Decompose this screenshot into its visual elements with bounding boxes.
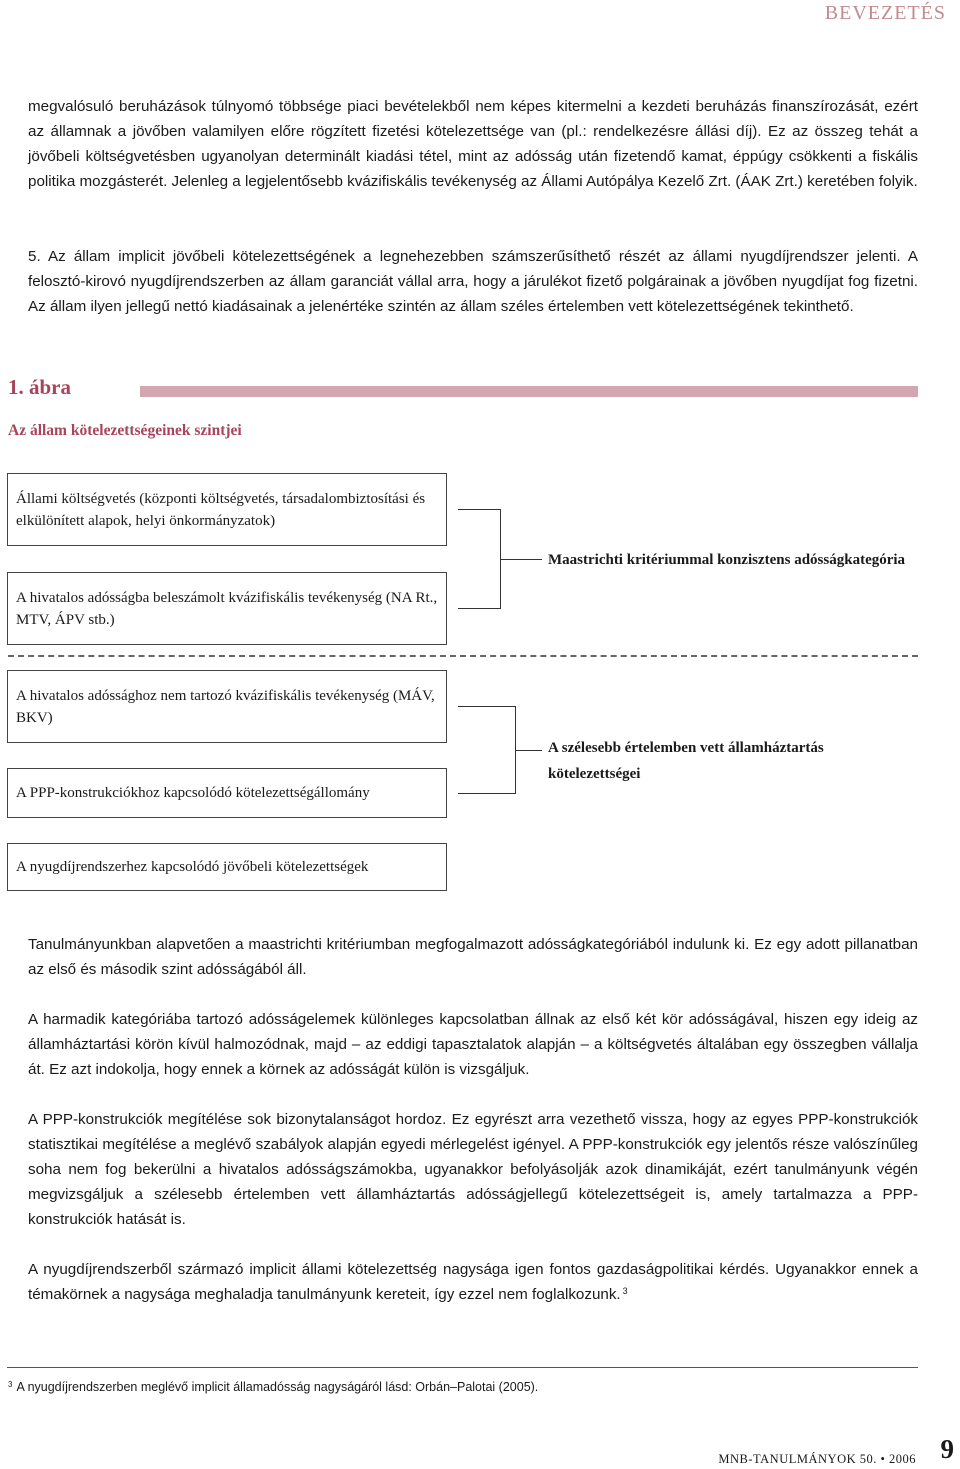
- footnote-number: 3: [8, 1380, 13, 1389]
- box-label: Állami költségvetés (központi költségvetés, társadalombiztosítási és elkülönített alapok, helyi önkormányzatok): [16, 490, 426, 529]
- paragraph: Tanulmányunkban alapvetően a maastrichti kritériumban megfogalmazott adósságkategóriából indulunk ki. Ez egy adott pillanatban az első és második szint adósságából áll.: [28, 936, 918, 978]
- box-label: A PPP-konstrukciókhoz kapcsolódó kötelezettségállomány: [16, 785, 370, 801]
- bracket-line: [500, 559, 542, 560]
- paragraph-with-footnote: [28, 1257, 918, 1307]
- bracket-line: [458, 509, 500, 510]
- bracket-line: [515, 750, 542, 751]
- footnote-reference[interactable]: 3: [622, 1286, 628, 1296]
- paragraph: A harmadik kategóriába tartozó adósságelemek különleges kapcsolatban állnak az első két kör adósságával, hiszen egy ideig az államháztartási körön kívül halmozódnak, majd – az eddigi tapasztalatok alapján – a költségvetés általában egy összegben vállalja át. Ez azt indokolja, hogy ennek a körnek az adósságát külön is vizsgáljuk.: [28, 1011, 918, 1078]
- footer-publication: MNB-TANULMÁNYOK 50. • 2006: [718, 1452, 916, 1466]
- paragraph: 5. Az állam implicit jövőbeli kötelezettségének a legnehezebben számszerűsíthető részét az állami nyugdíjrendszer jelenti. A felosztó-kirovó nyugdíjrendszerben az állam garanciát vállal arra, hogy a járulékot fizető polgárainak a jövőben nyugdíjat fog fizetni. Az állam ilyen jellegű nettó kiadásainak a jelenértéke szintén az állam széles értelemben vett kötelezettségének tekinthető.: [28, 248, 918, 315]
- dashed-separator: [8, 655, 918, 657]
- diagram-box-state-budget: [7, 473, 447, 546]
- footnote: [8, 1378, 538, 1396]
- footnote-text: A nyugdíjrendszerben meglévő implicit államadósság nagyságáról lásd: Orbán–Palotai (2005).: [16, 1380, 539, 1394]
- diagram-box-quasi-fiscal-unofficial: [7, 670, 447, 743]
- page-number: 9: [940, 1434, 954, 1464]
- paragraph: A PPP-konstrukciók megítélése sok bizonytalanságot hordoz. Ez egyrészt arra vezethető vissza, hogy az egyes PPP-konstrukciók statisztikai megítélése a meglévő szabályok alapján egyedi mérlegelést igényel. A PPP-konstrukciók egy jelentős része valószínűleg soha nem fog bekerülni a hivatalos adósságszámokba, ugyanakkor befolyásolják azok dinamikáját, ezért tanulmányunk végén megvizsgáljuk a szélesebb értelemben vett államháztartás adósságjellegű kötelezettségeit is, amely tartalmazza a PPP-konstrukciók hatását is.: [28, 1111, 918, 1228]
- diagram-box-quasi-fiscal-official: [7, 572, 447, 645]
- figure-number: 1. ábra: [8, 375, 71, 399]
- paragraph: A nyugdíjrendszerből származó implicit állami kötelezettség nagysága igen fontos gazdaságpolitikai kérdés. Ugyanakkor ennek a témakörnek a nagysága meghaladja tanulmányunk kereteit, így ezzel nem foglalkozunk.: [28, 1261, 918, 1303]
- figure-title-bar: [140, 386, 918, 397]
- figure-title: Az állam kötelezettségeinek szintjei: [8, 422, 242, 439]
- bracket-line: [458, 793, 515, 794]
- broad-obligations-label: A szélesebb értelemben vett államháztartás kötelezettségei: [548, 740, 824, 782]
- body-paragraphs: [28, 932, 918, 1332]
- box-label: A nyugdíjrendszerhez kapcsolódó jövőbeli kötelezettségek: [16, 859, 369, 875]
- box-label: A hivatalos adóssághoz nem tartozó kvázifiskális tevékenység (MÁV, BKV): [16, 687, 435, 726]
- diagram-box-ppp: [7, 768, 447, 818]
- maastricht-category-label: Maastrichti kritériummal konzisztens adósságkategória: [548, 552, 906, 568]
- diagram-box-pension: [7, 843, 447, 891]
- box-label: A hivatalos adósságba beleszámolt kvázifiskális tevékenység (NA Rt., MTV, ÁPV stb.): [16, 589, 438, 628]
- bracket-line: [458, 706, 515, 707]
- section-header: BEVEZETÉS: [824, 2, 946, 24]
- bracket-line: [458, 608, 500, 609]
- paragraph: megvalósuló beruházások túlnyomó többsége piaci bevételekből nem képes kitermelni a kezdeti beruházás finanszírozását, ezért az államnak a jövőben valamilyen előre rögzített fizetési kötelezettsége van (pl.: rendelkezésre állási díj). Ez az összeg tehát a jövőbeli költségvetésben ugyanolyan determinált kiadási tétel, mint az adósság után fizetendő kamat, éppúgy csökkenti a fiskális politika mozgásterét. Jelenleg a legjelentősebb kvázifiskális tevékenység az Állami Autópálya Kezelő Zrt. (ÁAK Zrt.) keretében folyik.: [28, 98, 918, 190]
- point-5-paragraph: [28, 244, 918, 319]
- intro-paragraph: [28, 94, 918, 194]
- footnote-divider: [7, 1367, 918, 1368]
